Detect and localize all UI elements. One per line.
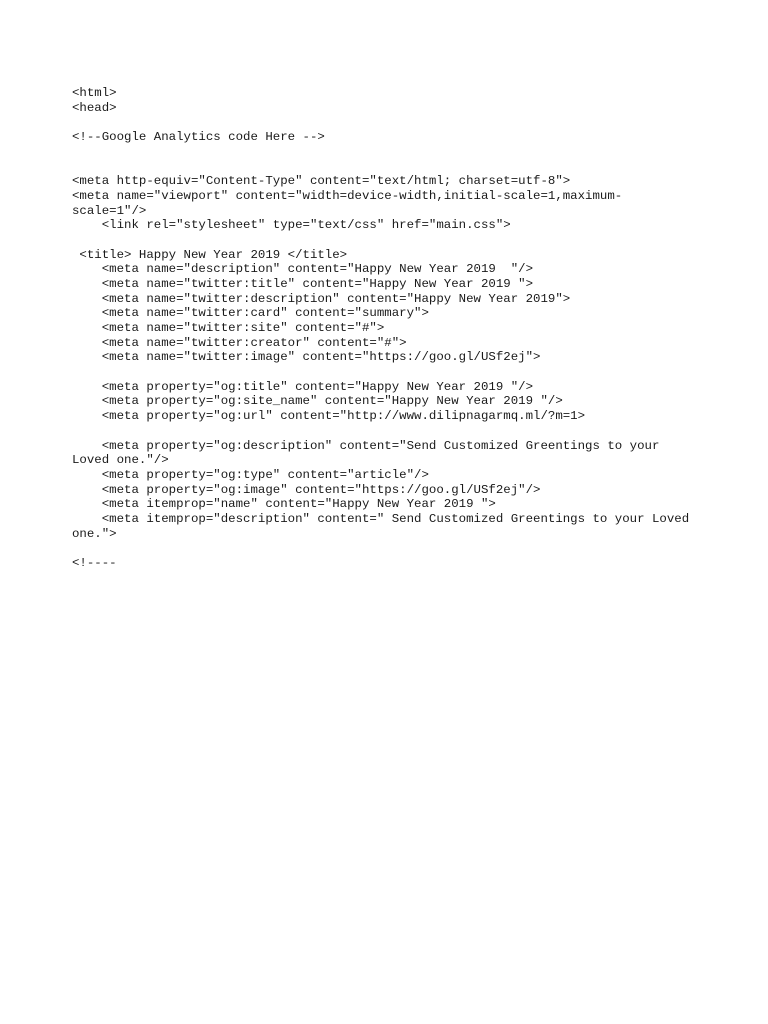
- code-line: <meta name="twitter:creator" content="#">: [72, 335, 407, 350]
- code-line: <meta name="twitter:image" content="https://goo.gl/USf2ej">: [72, 350, 541, 365]
- code-line: one.">: [72, 526, 117, 541]
- code-line: <!----: [72, 556, 117, 570]
- code-line: <head>: [72, 100, 117, 115]
- blank-line: [72, 159, 712, 174]
- code-line: <meta property="og:site_name" content="Happy New Year 2019 "/>: [72, 394, 563, 409]
- code-line: <html>: [72, 86, 117, 100]
- code-line: <meta itemprop="name" content="Happy New Year 2019 ">: [72, 497, 496, 512]
- blank-line: [72, 115, 712, 130]
- blank-line: [72, 424, 712, 439]
- code-line: <meta property="og:url" content="http://www.dilipnagarmq.ml/?m=1>: [72, 409, 586, 424]
- code-line: scale=1"/>: [72, 203, 147, 218]
- code-line: <meta property="og:description" content="Send Customized Greentings to your: [72, 438, 660, 453]
- blank-line: [72, 233, 712, 248]
- blank-line: [72, 365, 712, 380]
- document-body: [72, 86, 712, 571]
- code-line: <meta http-equiv="Content-Type" content="text/html; charset=utf-8">: [72, 174, 571, 189]
- blank-line: [72, 145, 712, 160]
- code-line: <meta name="twitter:site" content="#">: [72, 321, 385, 335]
- code-line: <meta property="og:image" content="https://goo.gl/USf2ej"/>: [72, 482, 541, 497]
- code-line: <meta name="viewport" content="width=device-width,initial-scale=1,maximum-: [72, 188, 623, 203]
- code-line: <meta property="og:type" content="article"/>: [72, 467, 429, 482]
- code-line: <meta name="description" content="Happy New Year 2019 "/>: [72, 262, 534, 277]
- code-line: <!--Google Analytics code Here -->: [72, 130, 325, 145]
- code-line: <meta itemprop="description" content=" Send Customized Greentings to your Loved: [72, 511, 690, 526]
- code-line: <meta name="twitter:title" content="Happy New Year 2019 ">: [72, 276, 534, 291]
- blank-line: [72, 541, 712, 556]
- code-line: <title> Happy New Year 2019 </title>: [72, 247, 348, 262]
- code-line: <meta property="og:title" content="Happy New Year 2019 "/>: [72, 379, 534, 394]
- code-line: <link rel="stylesheet" type="text/css" href="main.css">: [72, 218, 511, 233]
- code-line: <meta name="twitter:description" content="Happy New Year 2019">: [72, 291, 571, 306]
- code-line: <meta name="twitter:card" content="summary">: [72, 306, 429, 321]
- code-line: Loved one."/>: [72, 453, 169, 468]
